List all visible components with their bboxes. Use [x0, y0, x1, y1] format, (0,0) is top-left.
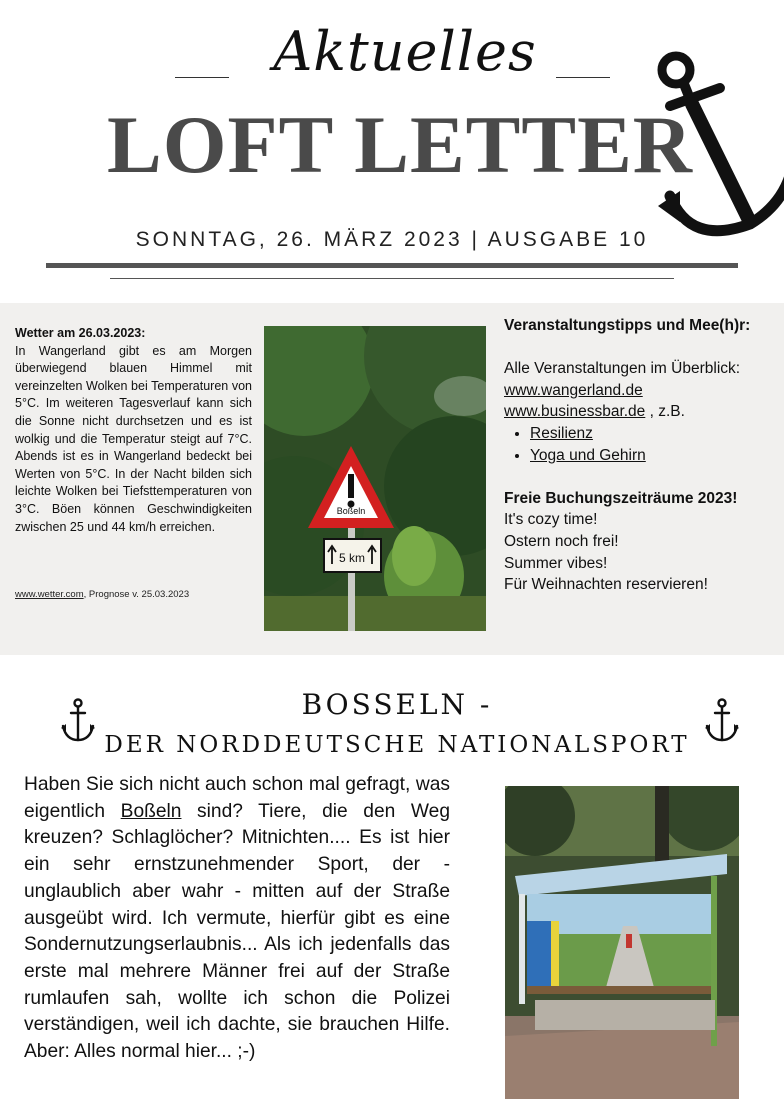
- weather-source-note: , Prognose v. 25.03.2023: [83, 589, 190, 600]
- boosseln-sign-photo: [264, 326, 486, 631]
- booking-heading: Freie Buchungszeiträume 2023!: [504, 489, 738, 507]
- sign-label: Boßeln: [336, 506, 366, 516]
- booking-line: Summer vibes!: [504, 554, 608, 572]
- sign-distance: 5 km: [338, 551, 366, 565]
- decorative-line-left: [175, 77, 229, 78]
- weather-text: In Wangerland gibt es am Morgen überwiegend blauen Himmel mit vereinzelten Wolken bei Temperaturen von 5°C. Im weiteren Tagesverlauf kann sich die Sonne nicht durchsetzen und es ist wolkig und die Temperatur steigt auf 7°C. Abends ist es in Wangerland bedeckt bei Werten von 5°C. In der Nacht bilden sich leichte Wolken bei Tiefsttemperaturen von 3°C. Böen können Geschwindigkeiten zwischen 25 und 44 km/h erreichen.: [15, 343, 252, 534]
- article-title-line2: DER NORDDEUTSCHE NATIONALSPORT: [104, 732, 690, 758]
- article-text-part1: Haben Sie sich nicht auch schon mal gefragt, was eigentlich: [24, 774, 450, 822]
- weather-source-link[interactable]: www.wetter.com: [15, 589, 84, 600]
- header-divider-thin: [110, 278, 674, 279]
- article-title-line1: BOSSELN -: [301, 688, 493, 721]
- article-link-bosseln[interactable]: Boßeln: [120, 800, 182, 822]
- issue-date-line: SONNTAG, 26. MÄRZ 2023 | AUSGABE 10: [135, 228, 649, 251]
- article-text-part2: sind? Tiere, die den Weg kreuzen? Schlaglöcher? Mitnichten.... Es ist hier ein sehr ernstzunehmender Sport, der - unglaublich aber wahr - mitten auf der Straße ausgeübt wird. Ich vermute, hierfür gibt es eine Sondernutzungserlaubnis... Als ich jedenfalls das erste mal mehrere Männer frei auf der Straße rumlaufen sah, wollte ich schon die Polizei verständigen, weil ich dachte, sie brauchen Hilfe. Aber: Alles normal hier... ;-): [24, 800, 450, 1063]
- anchor-icon: [650, 46, 784, 246]
- link-resilienz[interactable]: Resilienz: [530, 424, 593, 442]
- newsletter-header: [0, 0, 784, 300]
- weather-section: [15, 325, 252, 536]
- link-suffix: , z.B.: [645, 403, 685, 421]
- tips-heading: Veranstaltungstipps und Mee(h)r:: [504, 317, 751, 334]
- weather-heading: Wetter am 26.03.2023:: [15, 326, 146, 340]
- link-yoga-gehirn[interactable]: Yoga und Gehirn: [530, 446, 646, 464]
- decorative-line-right: [556, 77, 610, 78]
- tips-list: [504, 423, 774, 466]
- tips-intro: Alle Veranstaltungen im Überblick:: [504, 360, 741, 378]
- link-wangerland[interactable]: www.wangerland.de: [504, 381, 643, 399]
- header-divider-thick: [46, 263, 738, 268]
- bus-shelter-photo: [505, 786, 739, 1099]
- article-body: [24, 772, 450, 1066]
- event-tips-section: [504, 315, 774, 596]
- booking-line: It's cozy time!: [504, 511, 598, 529]
- list-item: [530, 423, 774, 445]
- list-item: [530, 445, 774, 467]
- info-band: [0, 303, 784, 655]
- weather-source: [15, 589, 189, 600]
- newsletter-title: LOFT LETTER: [107, 99, 693, 190]
- script-title: Aktuelles: [273, 20, 537, 83]
- booking-line: Für Weihnachten reservieren!: [504, 576, 708, 594]
- link-businessbar[interactable]: www.businessbar.de: [504, 403, 646, 421]
- booking-line: Ostern noch frei!: [504, 532, 619, 550]
